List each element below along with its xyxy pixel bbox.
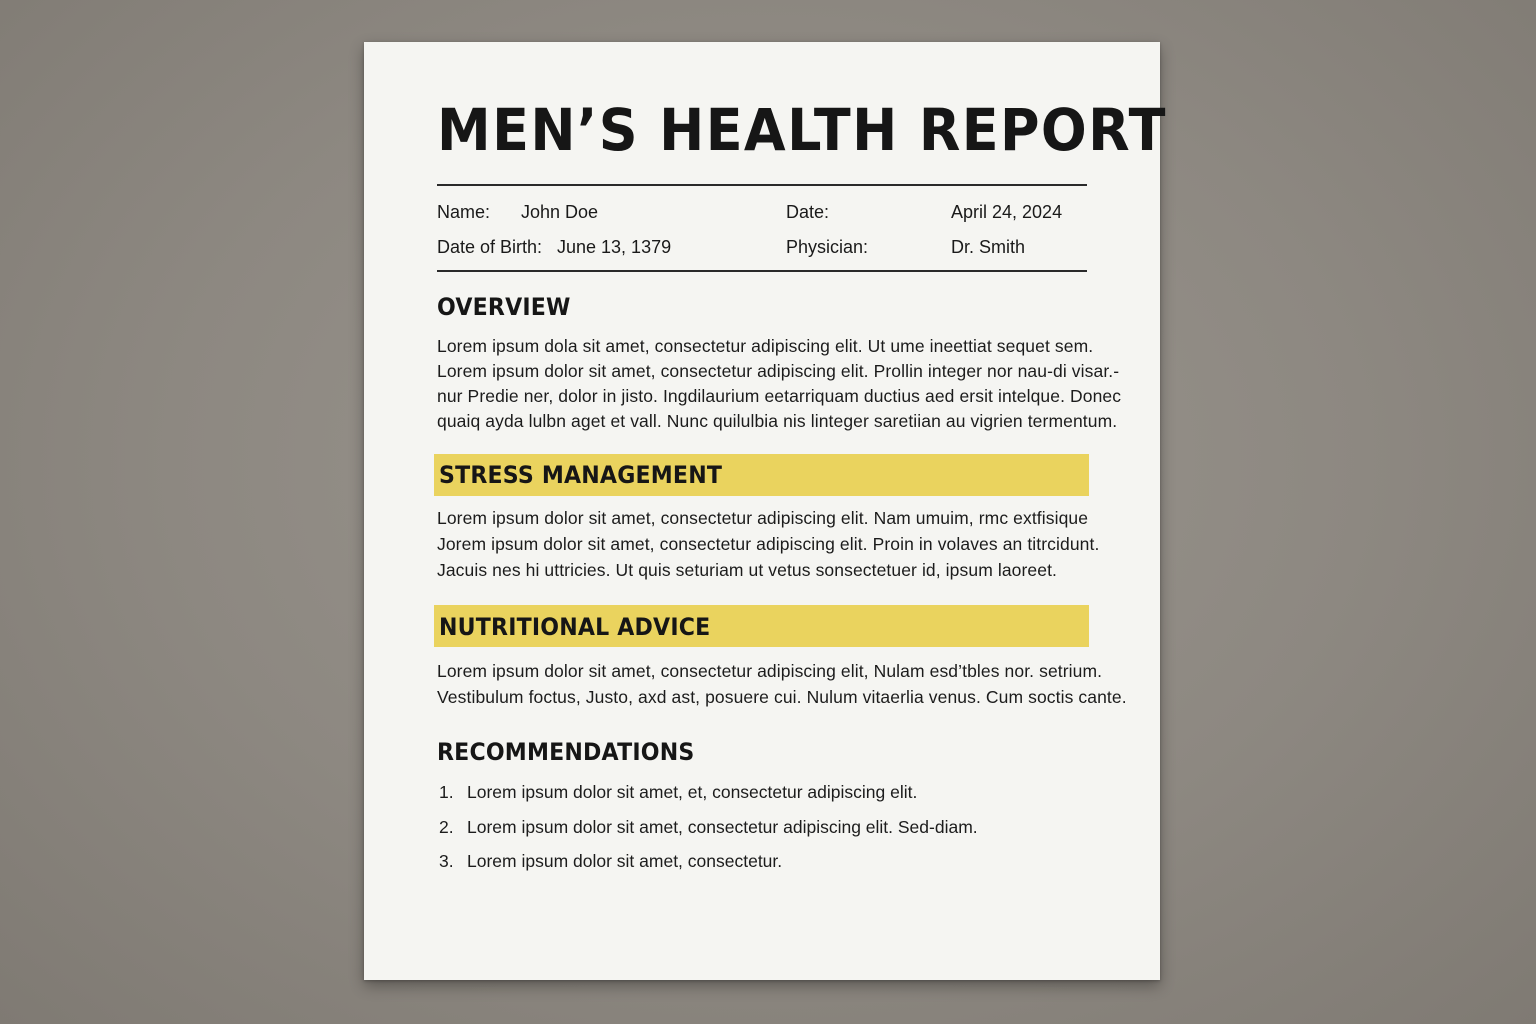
overview-line: nur Predie ner, dolor in jisto. Ingdilaurium eetarriquam ductius aed ersit intelque. Donec <box>437 386 1122 406</box>
stress-line: Jacuis nes hi uttricies. Ut quis seturiam ut vetus sonsectetuer id, ipsum laoreet. <box>437 560 1057 580</box>
overview-line: Lorem ipsum dolor sit amet, consectetur adipiscing elit. Prollin integer nor nau-di visar.- <box>437 361 1120 381</box>
list-text: Lorem ipsum dolor sit amet, et, consectetur adipiscing elit. <box>467 782 918 802</box>
recommendations-heading: RECOMMENDATIONS <box>437 738 695 766</box>
overview-line: quaiq ayda lulbn aget et vall. Nunc quilulbia nis linteger saretiian au vigrien termentum. <box>437 411 1118 431</box>
dob-label: Date of Birth: <box>437 237 543 257</box>
report-title: MEN’S HEALTH REPORT <box>437 96 1167 164</box>
header-divider-top <box>437 184 1087 186</box>
list-text: Lorem ipsum dolor sit amet, consectetur. <box>467 851 783 871</box>
overview-heading: OVERVIEW <box>437 293 571 321</box>
list-number: 3. <box>439 851 454 871</box>
list-number: 1. <box>439 782 454 802</box>
report-page <box>364 42 1167 980</box>
stress-line: Lorem ipsum dolor sit amet, consectetur adipiscing elit. Nam umuim, rmc extfisique <box>437 508 1089 528</box>
physician-value: Dr. Smith <box>951 237 1026 257</box>
dob-value: June 13, 1379 <box>557 237 672 257</box>
stress-heading: STRESS MANAGEMENT <box>439 461 723 489</box>
date-label: Date: <box>786 202 830 222</box>
list-number: 2. <box>439 817 454 837</box>
stress-line: Jorem ipsum dolor sit amet, consectetur adipiscing elit. Proin in volaves an titrcidunt. <box>437 534 1100 554</box>
name-value: John Doe <box>521 202 599 222</box>
nutrition-heading: NUTRITIONAL ADVICE <box>439 613 711 641</box>
stress-highlight-band <box>434 454 1089 496</box>
physician-label: Physician: <box>786 237 869 257</box>
date-value: April 24, 2024 <box>951 202 1063 222</box>
header-divider-bottom <box>437 270 1087 272</box>
nutrition-highlight-band <box>434 605 1089 647</box>
nutrition-line: Lorem ipsum dolor sit amet, consectetur adipiscing elit, Nulam esd’tbles nor. setrium. <box>437 661 1103 681</box>
nutrition-line: Vestibulum foctus, Justo, axd ast, posuere cui. Nulum vitaerlia venus. Cum soctis cante. <box>437 687 1127 707</box>
list-text: Lorem ipsum dolor sit amet, consectetur adipiscing elit. Sed-diam. <box>467 817 978 837</box>
name-label: Name: <box>437 202 491 222</box>
overview-line: Lorem ipsum dola sit amet, consectetur adipiscing elit. Ut ume ineettiat sequet sem. <box>437 336 1094 356</box>
